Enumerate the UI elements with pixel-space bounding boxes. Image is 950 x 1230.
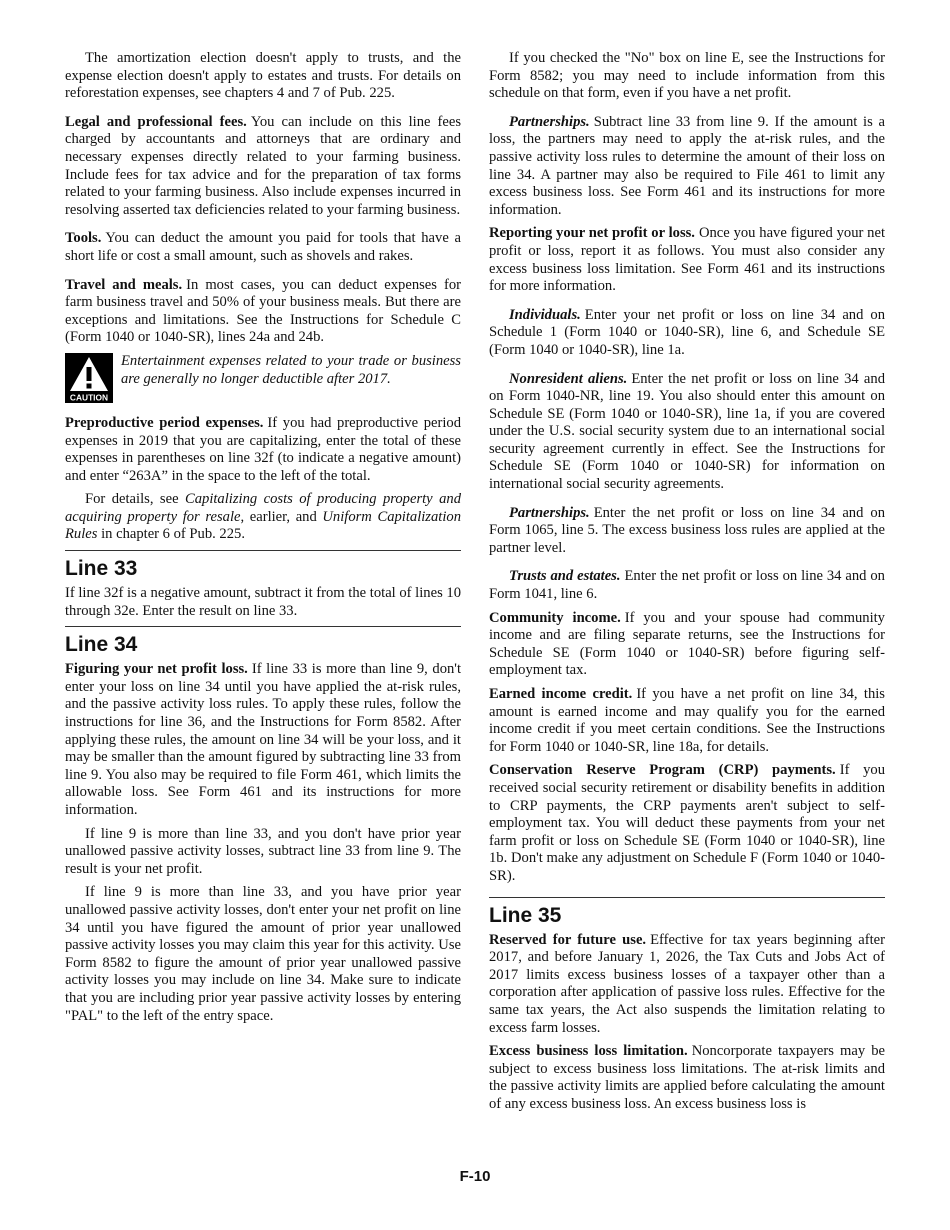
right-column bbox=[489, 50, 885, 1119]
line-35-heading: Line 35 bbox=[489, 903, 562, 927]
partnerships-lead-2: Partnerships. bbox=[509, 504, 590, 521]
community-lead: Community income. bbox=[489, 609, 621, 626]
amortization-paragraph: The amortization election doesn't apply to trusts, and the expense election doesn't apply to estates and trusts. For details on reforestation expenses, see chapters 4 and 7 of Pub. 225. bbox=[65, 50, 461, 102]
page-number: F-10 bbox=[459, 1168, 491, 1185]
partnerships-paragraph-1 bbox=[489, 114, 885, 220]
crp-lead: Conservation Reserve Program (CRP) payments. bbox=[489, 762, 836, 779]
partnerships-text-1: Subtract line 33 from line 9. If the amount is a loss, the partners may need to apply the at-risk rules, and the passive activity loss rules to determine the amount of their loss on line 34. A partner may also be required to File 461 to limit any excess business loss. See Form 461 and its instructions for more information. bbox=[489, 113, 885, 218]
reserved-lead: Reserved for future use. bbox=[489, 931, 647, 948]
no-box-paragraph: If you checked the "No" box on line E, see the Instructions for Form 8582; you may need to include information from this schedule on that form, even if you have a net profit. bbox=[489, 50, 885, 102]
details-link-capitalizing: Capitalizing costs of producing property and acquiring property for resale bbox=[65, 491, 461, 525]
nonresident-lead: Nonresident aliens. bbox=[509, 370, 628, 387]
travel-meals-paragraph bbox=[65, 277, 461, 347]
divider bbox=[65, 626, 461, 627]
reserved-text: Effective for tax years beginning after 2017, and before January 1, 2026, the Tax Cuts and Jobs Act of 2017 limits excess business losses of a taxpayer other than a corporation after application of passive loss rules. Effective for the same tax years, the Act also suspends the limitation relating to excess farm losses. bbox=[489, 931, 886, 1036]
reserved-paragraph bbox=[489, 932, 885, 1038]
travel-meals-text: In most cases, you can deduct expenses for farm business travel and 50% of your business meals. But there are exceptions and limitations. See the Instructions for Schedule C (Form 1040 or 1040-SR), lines 24a and 24b. bbox=[65, 276, 461, 346]
tools-text: You can deduct the amount you paid for tools that have a short life or cost a small amount, such as shovels and rakes. bbox=[65, 230, 461, 264]
caution-text: Entertainment expenses related to your trade or business are generally no longer deductible after 2017. bbox=[121, 352, 461, 387]
details-text-2: , earlier, and bbox=[240, 508, 323, 525]
excess-text: Noncorporate taxpayers may be subject to excess business loss limitations. The at-risk limits and the passive activity limits are applied before calculating the amount of any excess business loss. An excess business loss is bbox=[489, 1043, 885, 1112]
tools-paragraph bbox=[65, 230, 461, 265]
legal-fees-text: You can include on this line fees charged by accountants and attorneys that are ordinary and necessary expenses directly related to your farming business. Include fees for tax advice and for the preparation of tax forms related to your farming business. Also include expenses incurred in resolving asserted tax deficiencies related to your farming business. bbox=[65, 113, 462, 218]
left-column bbox=[65, 50, 461, 1031]
caution-label: CAUTION bbox=[69, 392, 109, 403]
preproductive-text: If you had preproductive period expenses in 2019 that you are capitalizing, enter the total of these expenses in parentheses on line 32f (to indicate a negative amount) and enter “263A” in the space to the left of the total. bbox=[65, 414, 461, 484]
legal-fees-paragraph bbox=[65, 114, 461, 220]
crp-payments-paragraph bbox=[489, 762, 885, 885]
trusts-text: Enter the net profit or loss on line 34 and on Form 1041, line 6. bbox=[489, 568, 885, 603]
excess-business-loss-paragraph bbox=[489, 1043, 885, 1113]
preproductive-lead: Preproductive period expenses. bbox=[65, 414, 264, 431]
divider bbox=[489, 897, 885, 898]
partnerships-text-2: Enter the net profit or loss on line 34 and on Form 1065, line 5. The excess business loss rules are applied at the partner level. bbox=[489, 504, 885, 556]
details-paragraph bbox=[65, 491, 461, 544]
partnerships-lead-1: Partnerships. bbox=[509, 113, 590, 130]
reporting-paragraph bbox=[489, 225, 885, 295]
caution-icon bbox=[65, 353, 113, 403]
individuals-text: Enter your net profit or loss on line 34 and on Schedule 1 (Form 1040 or 1040-SR), line 6, and Schedule SE (Form 1040 or 1040-SR), line 1a. bbox=[489, 306, 885, 358]
line-33-text: If line 32f is a negative amount, subtract it from the total of lines 10 through 32e. Enter the result on line 33. bbox=[65, 585, 461, 619]
net-profit-paragraph: If line 9 is more than line 33, and you don't have prior year unallowed passive activity losses, subtract line 33 from line 9. The result is your net profit. bbox=[65, 825, 461, 877]
line-34-heading: Line 34 bbox=[65, 633, 138, 657]
figuring-text: If line 33 is more than line 9, don't enter your loss on line 34 until you have applied the at-risk rules, and the passive activity loss rules. To apply these rules, follow the instructions for line 36, and the Instructions for Form 8582. After applying these rules, the amount on line 34 will be your loss, and it may be smaller than the amount figured by subtracting line 33 from line 9. You also may be required to file Form 461, which limits the allowable loss. See Form 461 and its instructions for more information. bbox=[65, 661, 461, 818]
figuring-net-profit-paragraph bbox=[65, 661, 461, 819]
figuring-lead: Figuring your net profit loss. bbox=[65, 661, 248, 678]
crp-text: If you received social security retirement or disability benefits in addition to CRP payments, the CRP payments aren't subject to self-employment tax. You will deduct these payments from your net farm profit or loss on Schedule SE (Form 1040 or 1040-SR), line 1b. Don't make any adjustment on Schedule F (Form 1040 or 1040-SR). bbox=[489, 762, 885, 884]
reporting-text: Once you have figured your net profit or loss, report it as follows. You must also consider any excess business loss limitation. See Form 461 and its instructions for more information. bbox=[489, 225, 885, 295]
trusts-lead: Trusts and estates. bbox=[509, 568, 621, 585]
details-text-1: For details, see bbox=[85, 491, 185, 508]
travel-meals-lead: Travel and meals. bbox=[65, 276, 183, 293]
nonresident-text: Enter the net profit or loss on line 34 and on Form 1040-NR, line 19. You also should enter this amount on Schedule SE (Form 1040 or 1040-SR), line 1a, if you are covered under the U.S. social security system due to an international social security agreement currently in effect. See the Instructions for Schedule SE (Form 1040 or 1040-SR) for information on international social security agreements. bbox=[489, 370, 886, 493]
preproductive-paragraph bbox=[65, 415, 461, 485]
trusts-estates-paragraph bbox=[489, 568, 885, 603]
individuals-lead: Individuals. bbox=[509, 306, 581, 323]
caution-note bbox=[65, 353, 461, 403]
individuals-paragraph bbox=[489, 307, 885, 360]
eic-lead: Earned income credit. bbox=[489, 686, 633, 702]
partnerships-paragraph-2 bbox=[489, 505, 885, 558]
community-income-paragraph bbox=[489, 610, 885, 680]
eic-text: If you have a net profit on line 34, this amount is earned income and may qualify you for the earned income credit if you meet certain conditions. See the Instructions for Form 1040 or 1040-SR, line 18a, for details. bbox=[489, 686, 885, 755]
reporting-lead: Reporting your net profit or loss. bbox=[489, 225, 695, 242]
tools-lead: Tools. bbox=[65, 230, 102, 247]
divider bbox=[65, 550, 461, 551]
details-text-3: in chapter 6 of Pub. 225. bbox=[97, 526, 245, 543]
excess-lead: Excess business loss limitation. bbox=[489, 1043, 688, 1060]
nonresident-aliens-paragraph bbox=[489, 371, 885, 494]
details-link-unicap: Uniform Capitalization Rules bbox=[65, 508, 461, 543]
prior-year-pal-paragraph: If line 9 is more than line 33, and you have prior year unallowed passive activity losses, don't enter your net profit on line 34 until you have figured the amount of prior year unallowed passive activity losses you may claim this year for this activity. Use Form 8582 to figure the amount of prior year unallowed passive activity losses you may include on line 34. Make sure to indicate that you are including prior year passive activity losses by entering "PAL" to the left of the entry space. bbox=[65, 884, 461, 1024]
legal-fees-lead: Legal and professional fees. bbox=[65, 113, 247, 130]
earned-income-credit-paragraph bbox=[489, 686, 885, 756]
community-text: If you and your spouse had community income and are filing separate returns, see the Instructions for Schedule SE (Form 1040 or 1040-SR) before figuring self-employment tax. bbox=[489, 609, 885, 679]
line-33-heading: Line 33 bbox=[65, 557, 138, 581]
